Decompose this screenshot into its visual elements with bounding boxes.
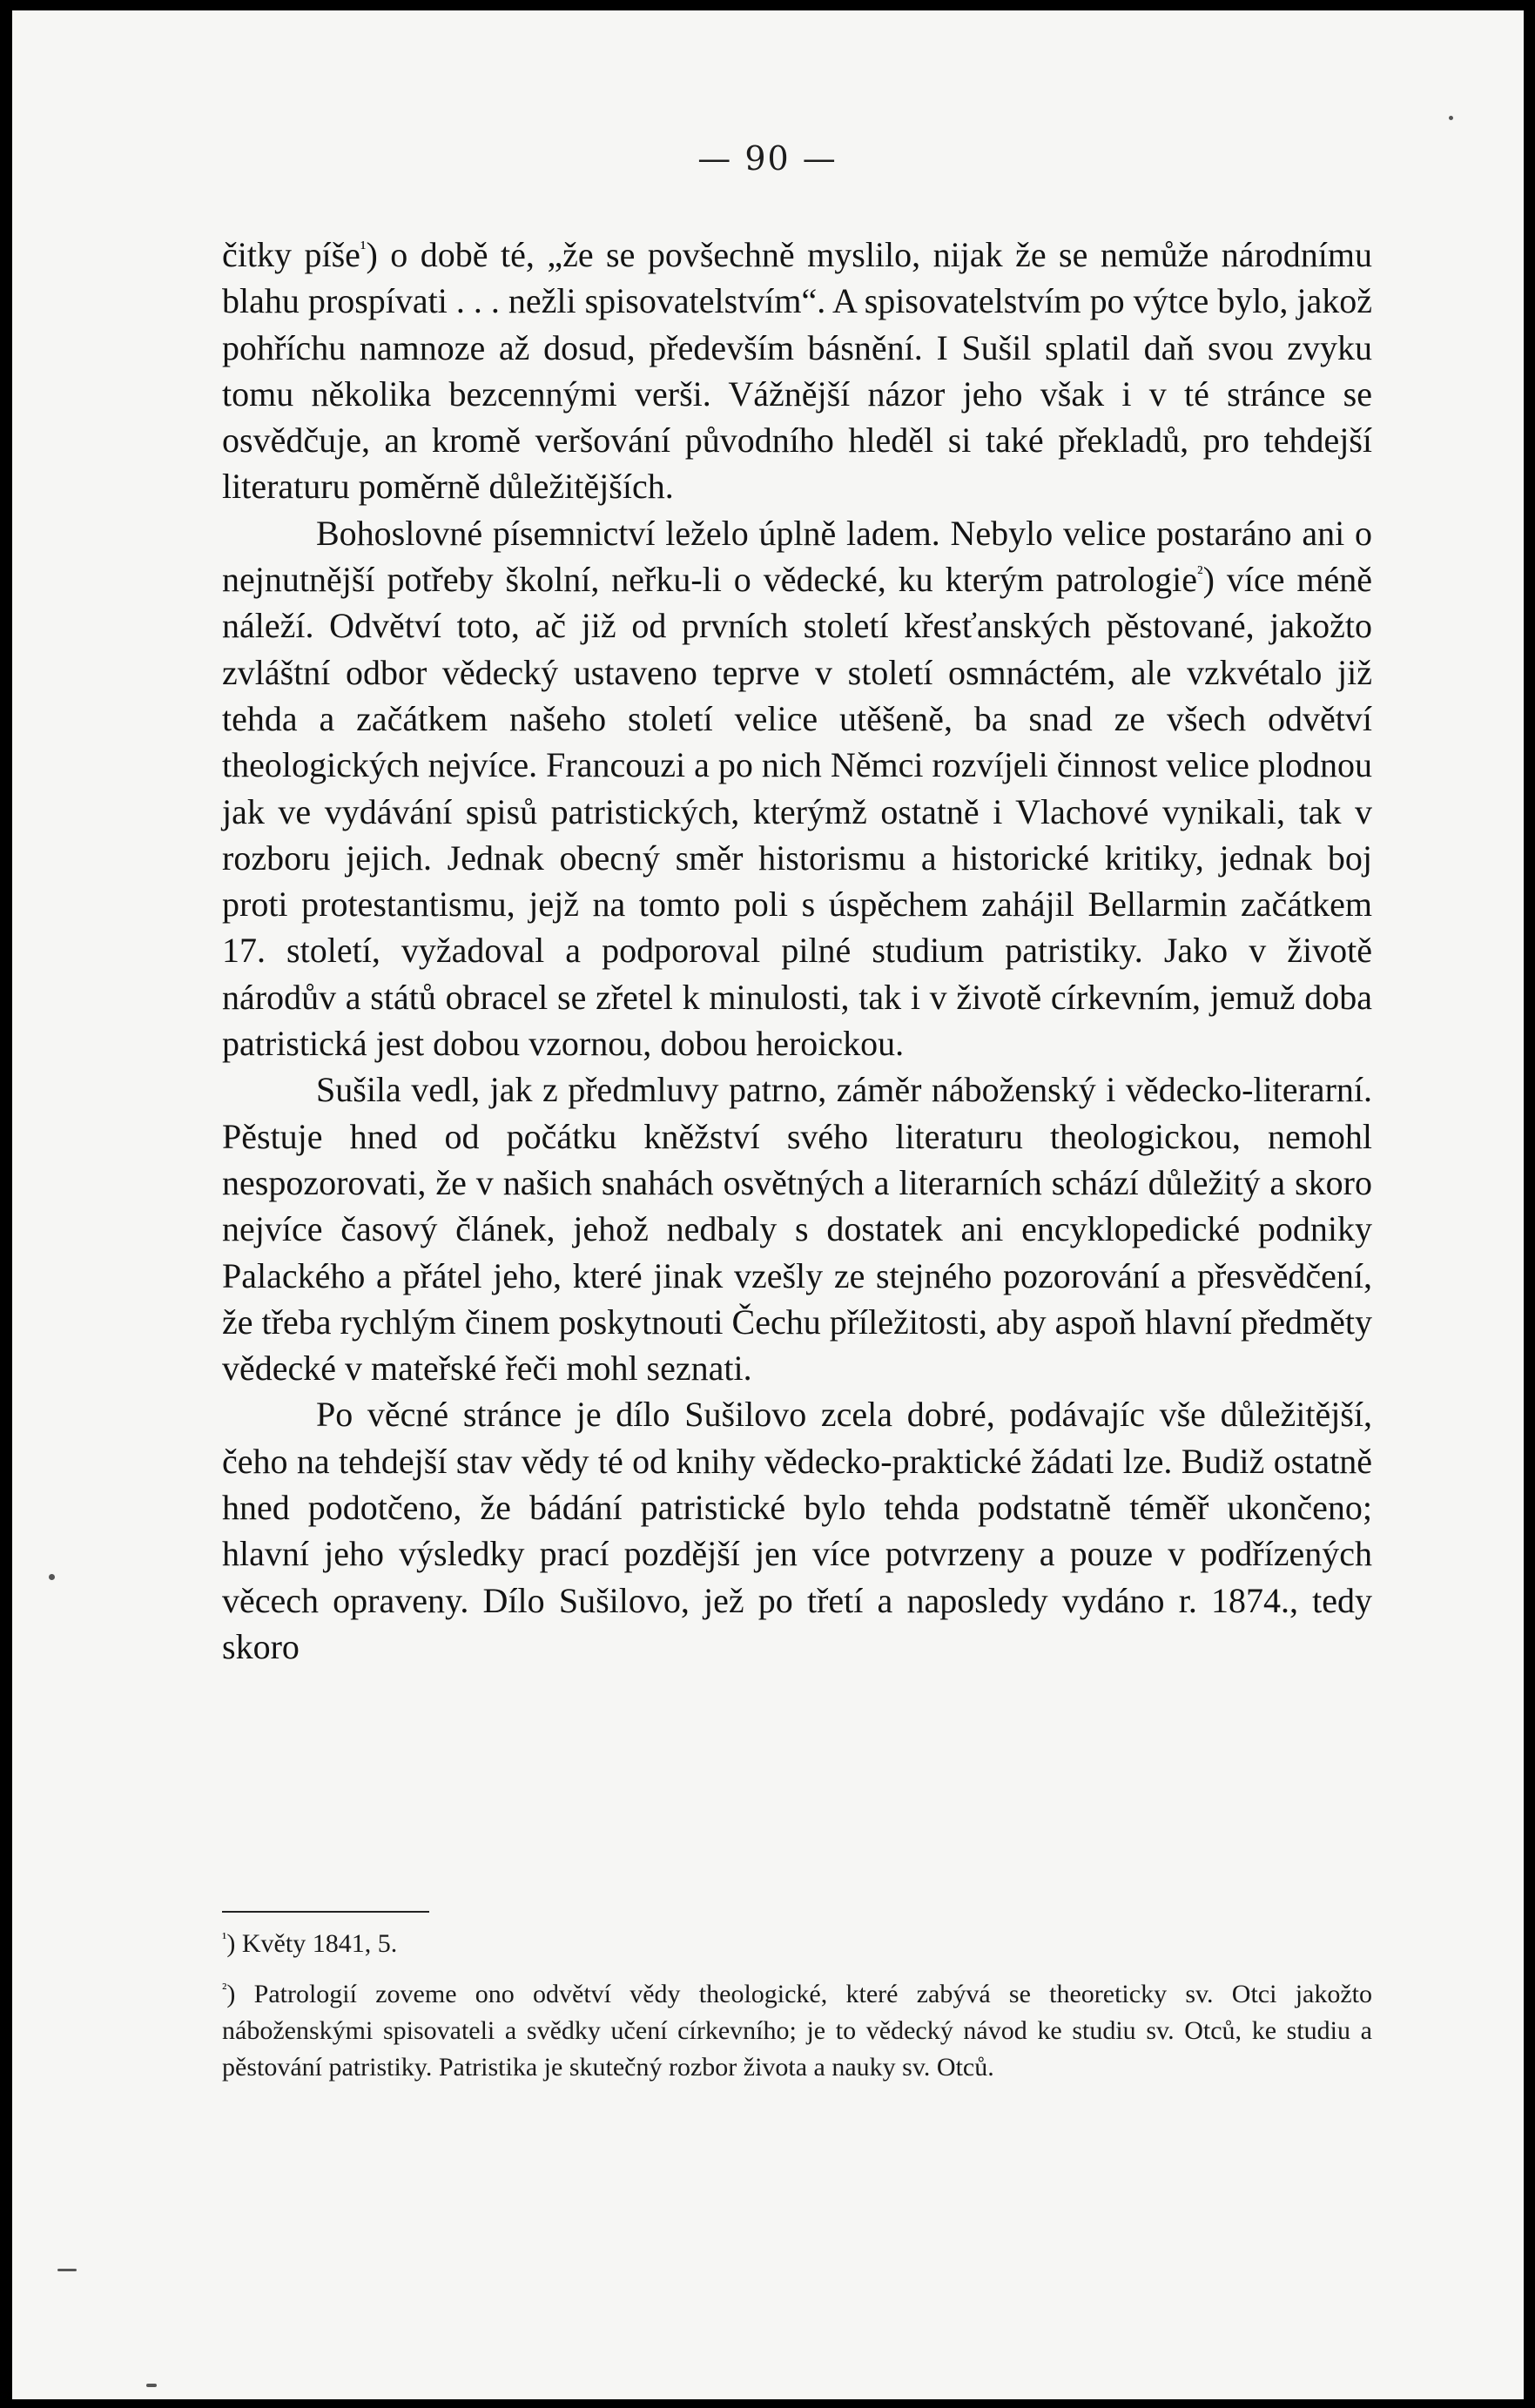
paragraph-1 bbox=[222, 232, 1372, 510]
footnote-1-mark: ¹ bbox=[222, 1929, 227, 1947]
footnote-2-mark: ² bbox=[222, 1980, 227, 1997]
scan-speck bbox=[1449, 116, 1453, 120]
scan-speck bbox=[57, 2269, 77, 2271]
footnote-ref-2: ² bbox=[1196, 562, 1203, 584]
paragraph-1-text-a: čitky píše bbox=[222, 235, 360, 274]
paragraph-1-text-b: ) o době té, „že se povšechně myslilo, nijak že se nemůže národnímu blahu prospívati . . . nežli spisovatelstvím“. A spisovatelstvím po výtce bylo, jakož pohříchu namnoze až dosud, především básnění. I Sušil splatil daň svou zvyku tomu několika bezcennými verši. Vážnější názor jeho však i v té stránce se osvědčuje, an kromě veršování původního hleděl si také překladů, pro tehdejší literaturu poměrně důležitějších. bbox=[222, 235, 1372, 507]
footnote-ref-1: ¹ bbox=[360, 237, 367, 259]
footnote-1-text: ) Květy 1841, 5. bbox=[226, 1929, 398, 1958]
footnote-divider bbox=[222, 1911, 429, 1913]
page-number: — 90 — bbox=[697, 139, 838, 178]
paragraph-4: Po věcné stránce je dílo Sušilovo zcela dobré, podávajíc vše důležitější, čeho na tehdejší stav vědy té od knihy vědecko-praktické žádati lze. Budiž ostatně hned podotčeno, že bádání patristické bylo tehda podstatně téměř ukončeno; hlavní jeho výsledky prací pozdější jen více potvrzeny a pouze v podřízených věcech opraveny. Dílo Sušilovo, jež po třetí a naposledy vydáno r. 1874., tedy skoro bbox=[222, 1395, 1372, 1666]
paragraph-2-text-a: Bohoslovné písemnictví leželo úplně ladem. Nebylo velice postaráno ani o nejnutnější potřeby školní, neřku-li o vědecké, ku kterým patrologie bbox=[222, 513, 1372, 600]
paragraph-3: Sušila vedl, jak z předmluvy patrno, záměr náboženský i vědecko-literarní. Pěstuje hned od počátku kněžství svého literaturu theologickou, nemohl nespozorovati, že v našich snahách osvětných a literarních schází důležitý a skoro nejvíce časový článek, jehož nedbaly s dostatek ani encyklopedické podniky Palackého a přátel jeho, které jinak vzešly ze stejného pozorování a přesvědčení, že třeba rychlým činem poskytnouti Čechu příležitosti, aby aspoň hlavní předměty vědecké v mateřské řeči mohl seznati. bbox=[222, 1070, 1372, 1389]
scan-speck bbox=[146, 2384, 157, 2387]
footnote-1 bbox=[222, 1926, 1372, 1962]
scan-speck bbox=[49, 1574, 55, 1580]
footnote-2 bbox=[222, 1976, 1372, 2086]
paragraph-2 bbox=[222, 510, 1372, 1067]
body-text bbox=[222, 232, 1372, 1670]
paragraph-2-text-b: ) více méně náleží. Odvětví toto, ač již od prvních století křesťanských pěstované, jakožto zvláštní odbor vědecký ustaveno teprve v století osmnáctém, ale vzkvétalo již tehda a začátkem našeho století velice utěšeně, ba snad ze všech odvětví theologických nejvíce. Francouzi a po nich Němci rozvíjeli činnost velice plodnou jak ve vydávání spisů patristických, kterýmž ostatně i Vlachové vynikali, tak v rozboru jejich. Jednak obecný směr historismu a historické kritiky, jednak boj proti protestantismu, jejž na tomto poli s úspěchem zahájil Bellarmin začátkem 17. století, vyžadoval a podporoval pilné studium patristiky. Jako v životě národův a států obracel se zřetel k minulosti, tak i v životě církevním, jemuž doba patristická jest dobou vzornou, dobou heroickou. bbox=[222, 560, 1372, 1064]
footnote-2-text: ) Patrologií zoveme ono odvětví vědy theologické, které zabývá se theoreticky sv. Otci jakožto náboženskými spisovateli a svědky učení církevního; je to vědecký návod ke studiu sv. Otců, ke studiu a pěstování patristiky. Patristika je skutečný rozbor života a nauky sv. Otců. bbox=[222, 1980, 1372, 2082]
footnotes bbox=[222, 1926, 1372, 2086]
